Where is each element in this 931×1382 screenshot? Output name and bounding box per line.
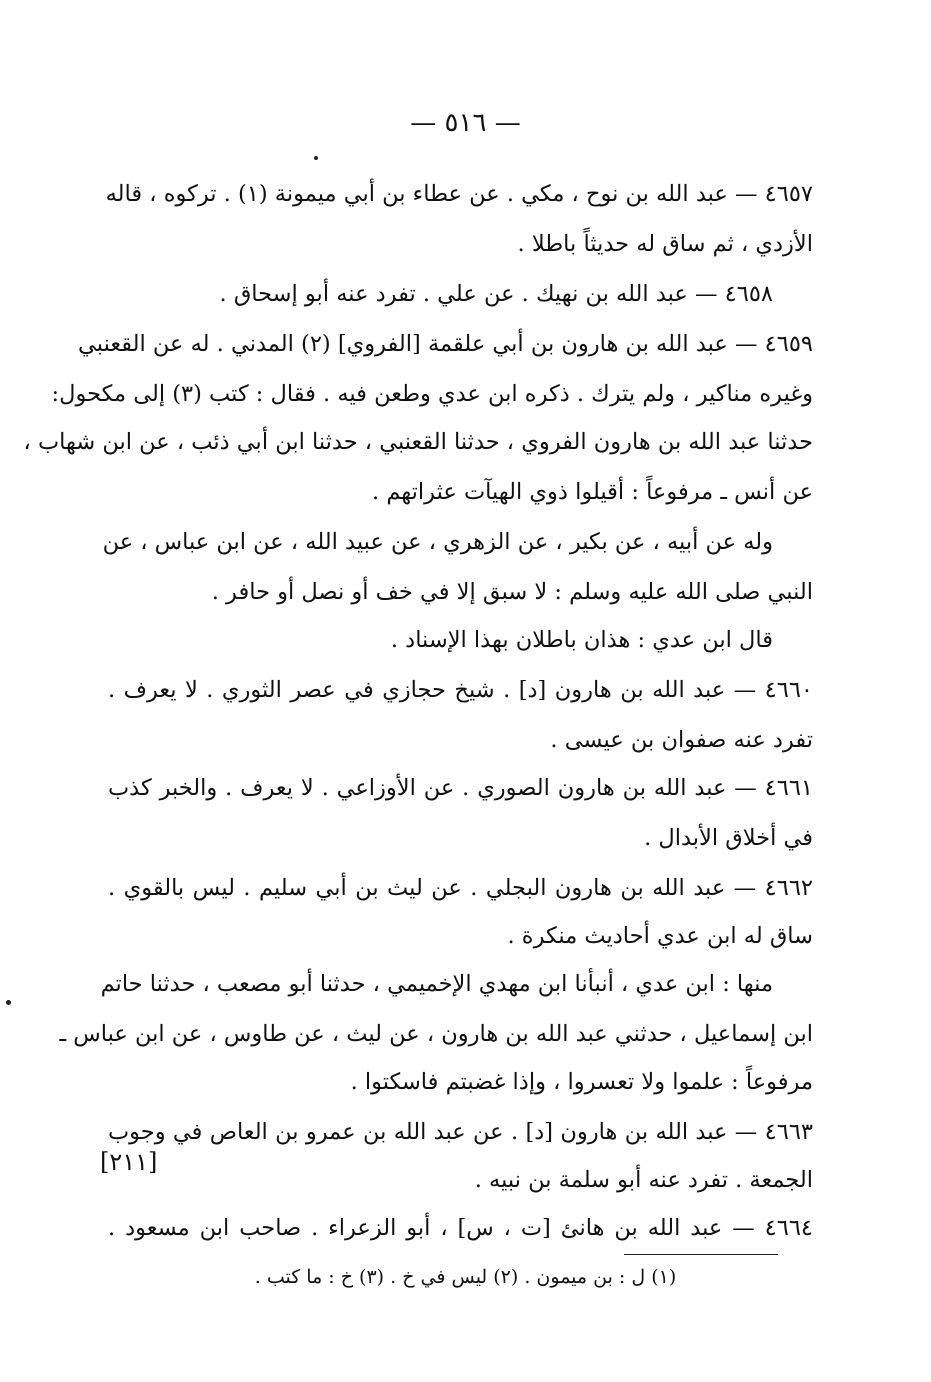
entry-4657-line-2: الأزدي ، ثم ساق له حديثاً باطلا . [517, 231, 813, 257]
entry-4659-line-1: ٤٦٥٩ — عبد الله بن هارون بن أبي علقمة [الفروي] (٢) المدني . له عن القعنبي [78, 331, 813, 357]
entry-4660-line-1: ٤٦٦٠ — عبد الله بن هارون [د] . شيخ حجازي في عصر الثوري . لا يعرف . [108, 677, 813, 703]
entry-4659-line-3: حدثنا عبد الله بن هارون الفروي ، حدثنا القعنبي ، حدثنا ابن أبي ذئب ، عن ابن شهاب ، [23, 429, 813, 455]
entry-4661-line-2: في أخلاق الأبدال . [644, 825, 813, 851]
entry-4657-line-1: ٤٦٥٧ — عبد الله بن نوح ، مكي . عن عطاء بن أبي ميمونة (١) . تركوه ، قاله [105, 181, 813, 207]
entry-4660-line-2: تفرد عنه صفوان بن عيسى . [550, 727, 813, 753]
entry-4662-line-5: مرفوعاً : علموا ولا تعسروا ، وإذا غضبتم فاسكتوا . [350, 1069, 813, 1095]
entry-4664-line-1: ٤٦٦٤ — عبد الله بن هانئ [ت ، س] ، أبو الزعراء . صاحب ابن مسعود . [108, 1215, 813, 1241]
entry-4659-line-7: قال ابن عدي : هذان باطلان بهذا الإسناد . [390, 627, 773, 653]
page-number: — ٥١٦ — [410, 108, 521, 138]
entry-4658-line-1: ٤٦٥٨ — عبد الله بن نهيك . عن علي . تفرد عنه أبو إسحاق . [219, 281, 773, 307]
entry-4659-line-5: وله عن أبيه ، عن بكير ، عن الزهري ، عن عبيد الله ، عن ابن عباس ، عن [102, 529, 773, 555]
entry-4663-line-2: الجمعة . تفرد عنه أبو سلمة بن نبيه . [474, 1167, 813, 1193]
margin-page-reference: [٢١١] [100, 1148, 158, 1176]
entry-4659-line-4: عن أنس ـ مرفوعاً : أقيلوا ذوي الهيآت عثراتهم . [372, 479, 813, 505]
entry-4659-line-2: وغيره مناكير ، ولم يترك . ذكره ابن عدي وطعن فيه . فقال : كتب (٣) إلى مكحول: [51, 381, 813, 407]
entry-4662-line-1: ٤٦٦٢ — عبد الله بن هارون البجلي . عن ليث بن أبي سليم . ليس بالقوي . [108, 875, 813, 901]
entry-4662-line-3: منها : ابن عدي ، أنبأنا ابن مهدي الإخميمي ، حدثنا أبو مصعب ، حدثنا حاتم [100, 971, 773, 997]
entry-4661-line-1: ٤٦٦١ — عبد الله بن هارون الصوري . عن الأوزاعي . لا يعرف . والخبر كذب [108, 775, 813, 801]
entry-4662-line-2: ساق له ابن عدي أحاديث منكرة . [507, 923, 813, 949]
scan-speck [314, 156, 318, 160]
footnotes: (١) ل : بن ميمون . (٢) ليس في خ . (٣) خ : ما كتب . [254, 1266, 677, 1288]
footnote-divider [624, 1254, 778, 1255]
entry-4662-line-4: ابن إسماعيل ، حدثني عبد الله بن هارون ، عن ليث ، عن طاوس ، عن ابن عباس ـ [59, 1021, 813, 1047]
entry-4659-line-6: النبي صلى الله عليه وسلم : لا سبق إلا في خف أو نصل أو حافر . [211, 579, 813, 605]
entry-4663-line-1: ٤٦٦٣ — عبد الله بن هارون [د] . عن عبد الله بن عمرو بن العاص في وجوب [108, 1119, 813, 1145]
scan-speck [6, 1000, 11, 1005]
